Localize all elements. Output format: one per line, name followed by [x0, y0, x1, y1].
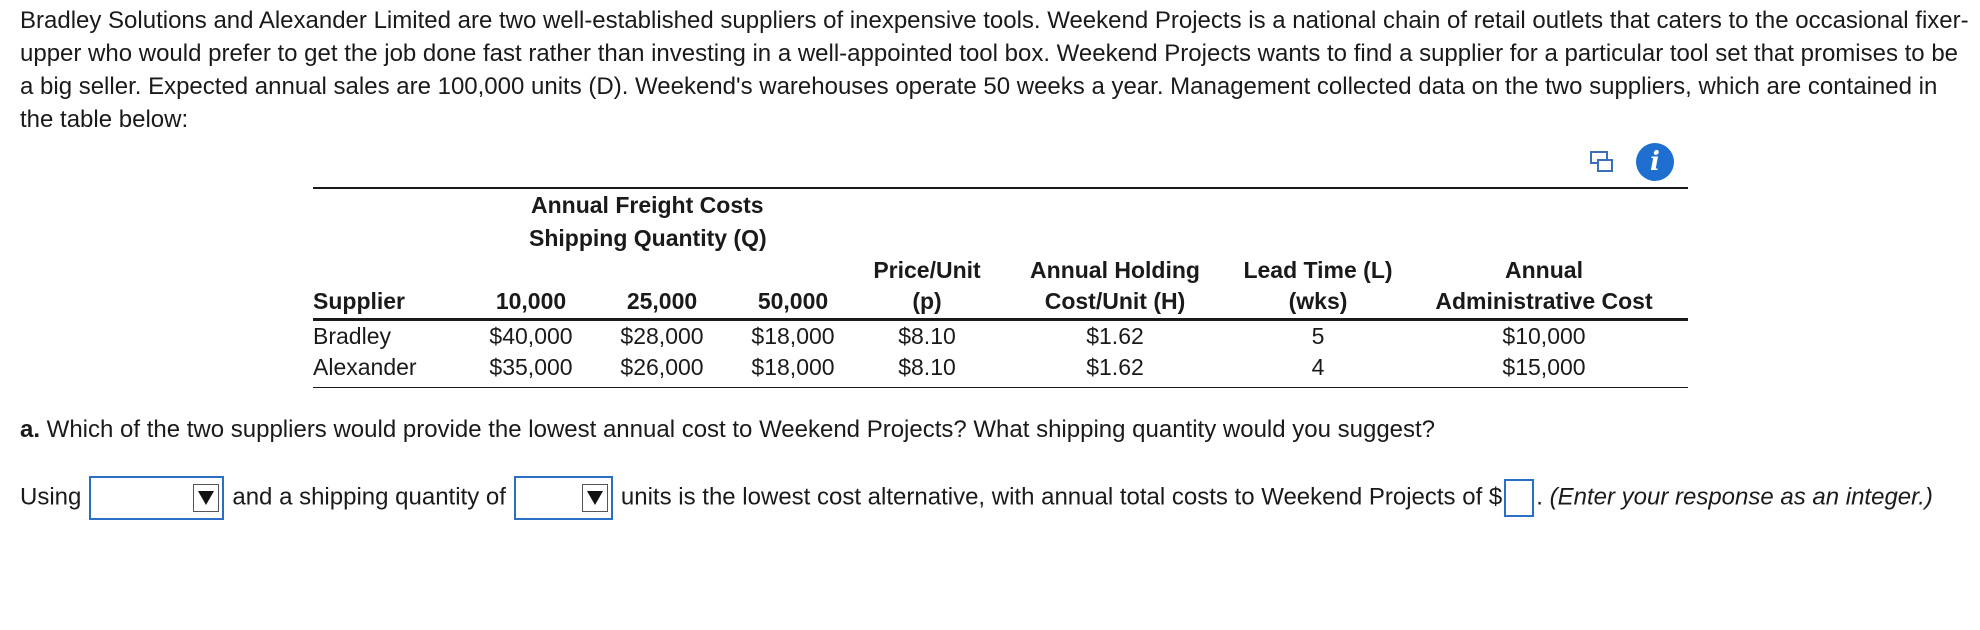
- lead-header-line2: (wks): [1288, 288, 1348, 314]
- supplier-select[interactable]: [89, 476, 224, 520]
- cell-q2: $26,000: [620, 354, 704, 380]
- answer-text-3: units is the lowest cost alternative, with annual total costs to Weekend Projects of $: [620, 483, 1503, 511]
- holding-header-line2: Cost/Unit (H): [1044, 288, 1186, 314]
- problem-intro: Bradley Solutions and Alexander Limited are two well-established suppliers of inexpensive tools. Weekend Projects is a national chain of retail outlets that caters to the occasional fixer-upper who would prefer to get the job done fast rather than investing in a well-appointed tool box. Weekend Projects wants to find a supplier for a particular tool set that promises to be a big seller. Expected annual sales are 100,000 units (D). Weekend's warehouses operate 50 weeks a year. Management collected data on the two suppliers, which are contained in the table below:: [20, 7, 1969, 133]
- cell-admin: $15,000: [1502, 354, 1586, 380]
- admin-header-line1: Annual: [1505, 257, 1583, 283]
- admin-header-line2: Administrative Cost: [1435, 288, 1653, 314]
- cell-q3: $18,000: [751, 354, 835, 380]
- info-icon[interactable]: [1636, 143, 1674, 181]
- answer-text-2: and a shipping quantity of: [232, 483, 506, 511]
- total-cost-input[interactable]: [1504, 479, 1534, 517]
- freight-group-header-line1: Annual Freight Costs: [531, 192, 764, 218]
- table-top-rule: [313, 187, 1688, 189]
- question-label: a.: [20, 416, 41, 443]
- copy-icon[interactable]: [1590, 151, 1614, 173]
- cell-q1: $35,000: [489, 354, 573, 380]
- cell-holding: $1.62: [1086, 323, 1144, 349]
- cell-q1: $40,000: [489, 323, 573, 349]
- holding-header-line1: Annual Holding: [1030, 257, 1200, 283]
- supplier-data-table: [313, 187, 1688, 380]
- cell-lead: 5: [1311, 323, 1325, 349]
- cell-price: $8.10: [898, 323, 956, 349]
- cell-holding: $1.62: [1086, 354, 1144, 380]
- dropdown-arrow-icon[interactable]: [193, 484, 219, 512]
- answer-text-4: .: [1536, 483, 1543, 511]
- cell-q3: $18,000: [751, 323, 835, 349]
- header-rule: [313, 318, 1688, 321]
- freight-group-header-line2: Shipping Quantity (Q): [529, 225, 767, 251]
- answer-sentence: [20, 476, 1970, 520]
- price-header-line2: (p): [912, 288, 942, 314]
- question-a: [20, 416, 1435, 444]
- question-text: Which of the two suppliers would provide the lowest annual cost to Weekend Projects? What shipping quantity would you suggest?: [40, 416, 1436, 443]
- q2-header: 25,000: [626, 288, 698, 314]
- q3-header: 50,000: [757, 288, 829, 314]
- answer-text-1: Using: [20, 483, 82, 511]
- supplier-header: Supplier: [313, 288, 406, 314]
- toolbar-icons: [1590, 143, 1674, 181]
- cell-supplier: Alexander: [313, 354, 417, 380]
- lead-header-line1: Lead Time (L): [1243, 257, 1393, 283]
- cell-price: $8.10: [898, 354, 956, 380]
- quantity-select[interactable]: [514, 476, 613, 520]
- price-header-line1: Price/Unit: [873, 257, 981, 283]
- cell-lead: 4: [1311, 354, 1325, 380]
- table-bottom-rule: [313, 387, 1688, 388]
- cell-admin: $10,000: [1502, 323, 1586, 349]
- info-glyph: i: [1650, 147, 1660, 177]
- dropdown-arrow-icon[interactable]: [582, 484, 608, 512]
- cell-q2: $28,000: [620, 323, 704, 349]
- cell-supplier: Bradley: [313, 323, 391, 349]
- q1-header: 10,000: [495, 288, 567, 314]
- integer-hint: (Enter your response as an integer.): [1549, 483, 1933, 511]
